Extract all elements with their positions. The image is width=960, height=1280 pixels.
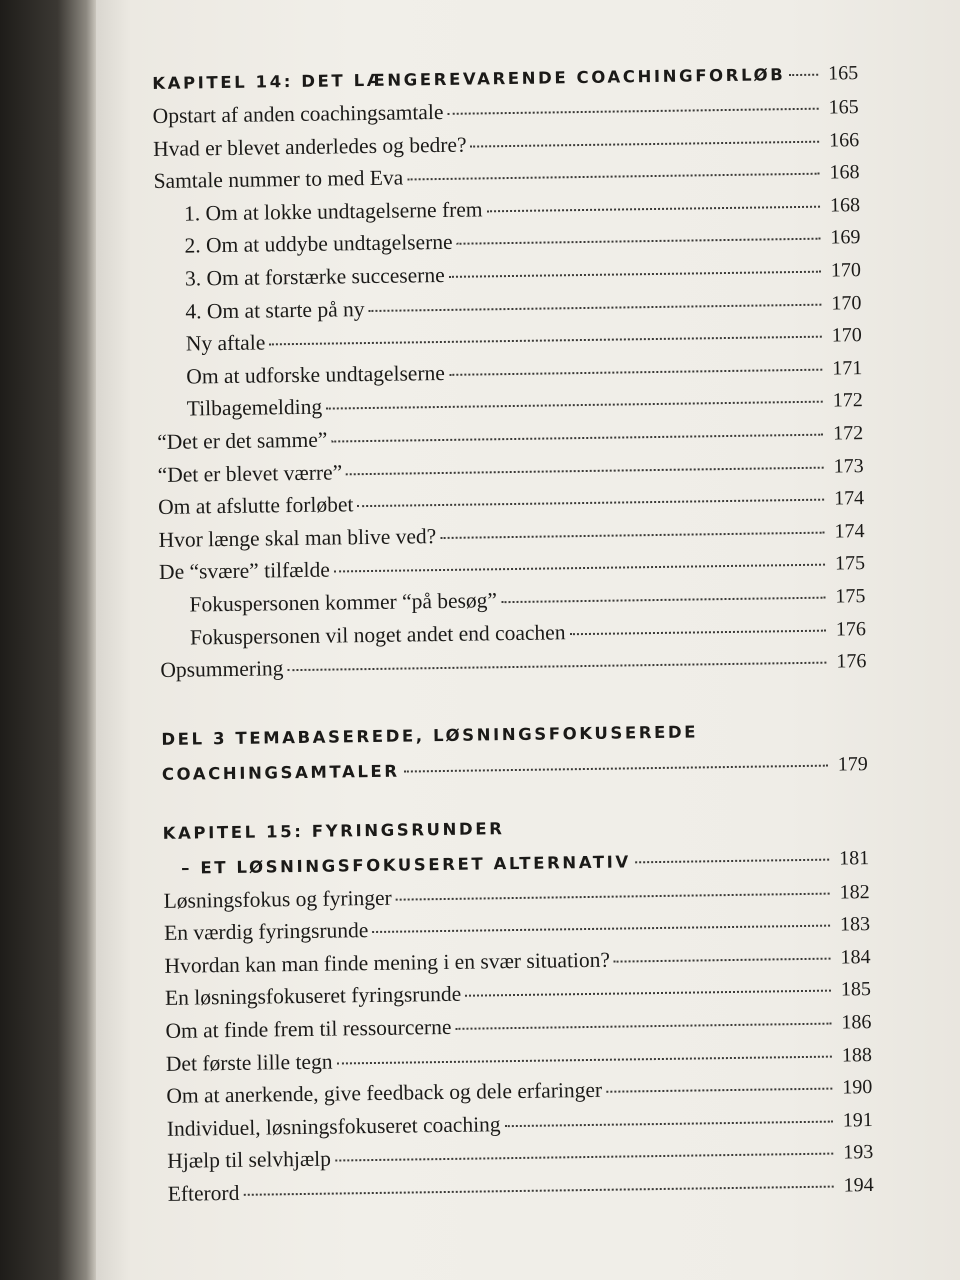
entry-title: “Det er blevet værre” xyxy=(157,459,343,487)
leader-dots xyxy=(635,856,829,863)
leader-dots xyxy=(269,334,822,346)
page-number: 165 xyxy=(828,96,859,119)
page-number: 182 xyxy=(839,880,870,904)
leader-dots xyxy=(447,106,818,115)
entry-title: Om at afslutte forløbet xyxy=(157,492,354,520)
leader-dots xyxy=(407,171,819,181)
page-number: 175 xyxy=(835,584,866,608)
leader-dots xyxy=(606,1086,832,1093)
page-number: 165 xyxy=(828,62,859,85)
leader-dots xyxy=(335,1151,833,1162)
entry-title: De “svære” tilfælde xyxy=(158,557,330,585)
chapter-entries xyxy=(163,875,873,1211)
leader-dots xyxy=(243,1184,833,1196)
page-number: 170 xyxy=(831,291,862,315)
page-number: 181 xyxy=(838,846,870,870)
leader-dots xyxy=(789,72,818,76)
entry-title: 3. Om at forstærke succeserne xyxy=(184,262,445,291)
leader-dots xyxy=(336,1053,831,1064)
entry-title: Om at finde frem til ressourcerne xyxy=(165,1014,452,1043)
leader-dots xyxy=(457,236,821,245)
leader-dots xyxy=(331,432,823,443)
page-number: 184 xyxy=(840,945,871,969)
page-number: 172 xyxy=(832,389,863,412)
leader-dots xyxy=(455,1021,831,1030)
entry-title: “Det er det samme” xyxy=(157,427,328,454)
page-number: 169 xyxy=(830,226,861,249)
page-number: 175 xyxy=(834,552,866,575)
entry-title: Individuel, løsningsfokuseret coaching xyxy=(166,1112,501,1141)
entry-title: 4. Om at starte på ny xyxy=(185,296,365,324)
entry-title: Tilbagemelding xyxy=(186,395,323,421)
entry-title: En løsningsfokuseret fyringsrunde xyxy=(164,982,462,1011)
entry-title: Fokuspersonen kommer “på besøg” xyxy=(189,588,498,617)
entry-title: Hvad er blevet anderledes og bedre? xyxy=(152,132,467,161)
page-number: 176 xyxy=(835,617,867,641)
page-number: 172 xyxy=(833,422,864,445)
chapter-title: KAPITEL 15: FYRINGSRUNDER xyxy=(162,818,505,843)
entry-title: En værdig fyringsrunde xyxy=(163,918,369,946)
page-number: 190 xyxy=(842,1076,873,1099)
chapter-title: KAPITEL 14: DET LÆNGEREVARENDE COACHINGFORLØB xyxy=(152,65,786,93)
entry-title: Hjælp til selvhjælp xyxy=(167,1147,332,1174)
page-number: 170 xyxy=(831,324,862,347)
entry-title: Samtale nummer to med Eva xyxy=(153,165,404,194)
page-number: 186 xyxy=(841,1011,872,1034)
leader-dots xyxy=(334,562,825,573)
leader-dots xyxy=(449,269,821,278)
page-number: 176 xyxy=(836,650,867,673)
entry-title: 1. Om at lokke undtagelserne frem xyxy=(183,197,483,226)
leader-dots xyxy=(569,627,825,635)
entry-title: Fokuspersonen vil noget andet end coachen xyxy=(189,619,566,650)
entry-title: Hvor længe skal man blive ved? xyxy=(158,523,437,552)
entry-title: Ny aftale xyxy=(185,330,266,356)
page-number: 170 xyxy=(830,259,862,282)
entry-title: Løsningsfokus og fyringer xyxy=(163,885,392,913)
leader-dots xyxy=(614,955,831,962)
part-title-continued: COACHINGSAMTALER xyxy=(161,761,400,784)
page-number: 174 xyxy=(834,519,865,543)
page-number: 185 xyxy=(840,978,872,1001)
leader-dots xyxy=(346,464,824,475)
entry-title: Det første lille tegn xyxy=(165,1049,333,1076)
leader-dots xyxy=(449,366,823,375)
leader-dots xyxy=(465,988,831,997)
part-title: DEL 3 TEMABASEREDE, LØSNINGSFOKUSEREDE xyxy=(161,722,699,749)
table-of-contents xyxy=(152,56,874,1210)
entry-title: Opsummering xyxy=(160,656,284,683)
leader-dots xyxy=(470,138,819,147)
leader-dots xyxy=(369,301,822,311)
page-number: 166 xyxy=(828,128,860,152)
leader-dots xyxy=(396,890,830,900)
leader-dots xyxy=(372,923,830,933)
book-spine-shadow xyxy=(0,0,96,1280)
page-number: 188 xyxy=(841,1043,873,1067)
leader-dots xyxy=(501,595,826,604)
page-number: 171 xyxy=(832,356,863,380)
leader-dots xyxy=(404,762,828,772)
leader-dots xyxy=(440,529,824,538)
chapter-entries xyxy=(152,90,866,686)
page-number: 174 xyxy=(833,487,865,510)
leader-dots xyxy=(326,399,823,410)
entry-title: Hvordan kan man finde mening i en svær situation? xyxy=(164,947,611,978)
page-number: 191 xyxy=(842,1108,873,1132)
book-page xyxy=(96,0,960,1280)
page-number: 193 xyxy=(843,1141,874,1164)
entry-title: Efterord xyxy=(167,1180,240,1206)
page-number: 173 xyxy=(833,454,864,478)
entry-title: Opstart af anden coachingsamtale xyxy=(152,99,444,128)
page-number: 183 xyxy=(839,913,871,936)
entry-title: Om at anerkende, give feedback og dele erfaringer xyxy=(166,1078,603,1109)
entry-title: 2. Om at uddybe undtagelserne xyxy=(184,230,453,258)
entry-title: Om at udforske undtagelserne xyxy=(186,360,445,389)
leader-dots xyxy=(505,1118,833,1127)
page-number: 179 xyxy=(837,752,868,776)
chapter-subtitle: – ET LØSNINGSFOKUSERET ALTERNATIV xyxy=(181,852,631,878)
leader-dots xyxy=(287,660,826,672)
page-number: 168 xyxy=(829,161,860,184)
leader-dots xyxy=(487,203,821,212)
page-number: 168 xyxy=(829,193,861,217)
page-number: 194 xyxy=(843,1174,874,1197)
leader-dots xyxy=(357,497,824,508)
